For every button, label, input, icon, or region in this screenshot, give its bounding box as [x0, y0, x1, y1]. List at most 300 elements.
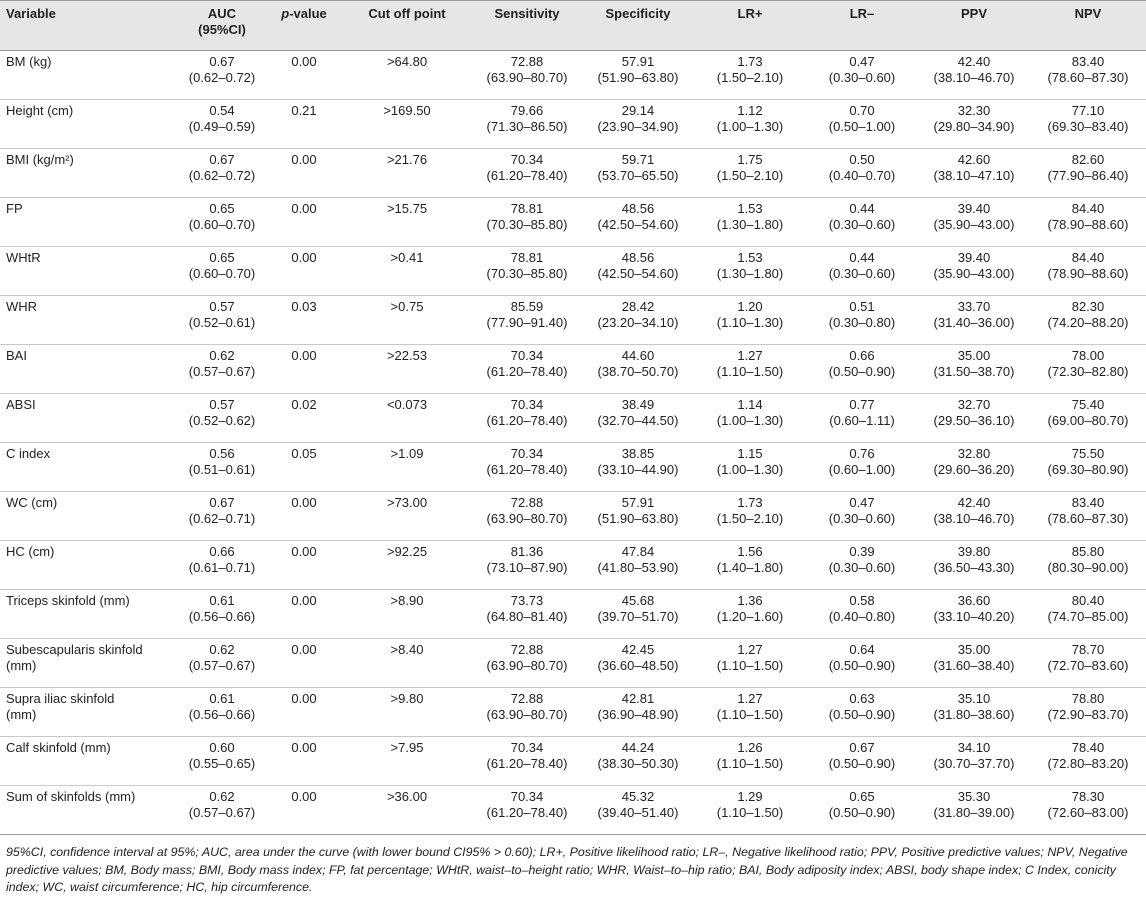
- cell-npv-line: (69.30–83.40): [1047, 119, 1129, 134]
- cell-lr-positive-line: (1.10–1.50): [716, 707, 784, 722]
- cell-npv-line: 82.60: [1071, 152, 1105, 167]
- cell-lr-negative-line: 0.77: [849, 397, 875, 412]
- cell-lr-positive: [694, 51, 806, 100]
- cell-ppv: [918, 688, 1030, 737]
- cell-npv-line: 78.40: [1071, 740, 1105, 755]
- cell-lr-negative-line: (0.30–0.60): [828, 266, 896, 281]
- cell-lr-negative-line: 0.44: [849, 250, 875, 265]
- cell-auc-line: 0.62: [209, 789, 235, 804]
- cell-lr-negative-line: 0.70: [849, 103, 875, 118]
- cell-auc-line: (0.52–0.62): [188, 413, 256, 428]
- cell-lr-positive-line: (1.50–2.10): [716, 511, 784, 526]
- cell-ppv-line: (31.80–39.00): [933, 805, 1015, 820]
- header-pvalue-rest: -value: [289, 6, 327, 21]
- cell-specificity-line: (36.60–48.50): [597, 658, 679, 673]
- cell-auc-line: (0.57–0.67): [188, 658, 256, 673]
- cell-auc: [178, 590, 266, 639]
- cell-sensitivity-line: (63.90–80.70): [486, 511, 568, 526]
- cell-auc-line: (0.60–0.70): [188, 266, 256, 281]
- cell-lr-positive-line: (1.30–1.80): [716, 217, 784, 232]
- cell-lr-negative: [806, 345, 918, 394]
- cell-specificity: [582, 688, 694, 737]
- cell-npv-line: (72.30–82.80): [1047, 364, 1129, 379]
- cell-ppv: [918, 443, 1030, 492]
- cell-ppv-line: (33.10–40.20): [933, 609, 1015, 624]
- cell-lr-negative-line: (0.30–0.60): [828, 560, 896, 575]
- cell-npv: [1030, 51, 1146, 100]
- cell-pvalue: 0.00: [266, 541, 342, 590]
- cell-specificity: [582, 247, 694, 296]
- cell-sensitivity: [472, 541, 582, 590]
- cell-variable-line: BM (kg): [6, 54, 52, 69]
- cell-auc: [178, 492, 266, 541]
- header-npv: NPV: [1030, 1, 1146, 51]
- cell-variable: [0, 247, 178, 296]
- cell-pvalue: 0.00: [266, 688, 342, 737]
- cell-cutoff: >169.50: [342, 100, 472, 149]
- cell-lr-negative: [806, 688, 918, 737]
- cell-lr-negative-line: 0.51: [849, 299, 875, 314]
- cell-variable-line: Sum of skinfolds (mm): [6, 789, 136, 804]
- cell-lr-negative-line: (0.50–0.90): [828, 364, 896, 379]
- cell-auc: [178, 688, 266, 737]
- cell-sensitivity-line: (61.20–78.40): [486, 413, 568, 428]
- cell-lr-positive: [694, 149, 806, 198]
- cell-auc-line: 0.62: [209, 348, 235, 363]
- cell-npv: [1030, 296, 1146, 345]
- cell-specificity: [582, 443, 694, 492]
- cell-specificity: [582, 786, 694, 835]
- cell-variable: [0, 394, 178, 443]
- cell-sensitivity-line: (61.20–78.40): [486, 756, 568, 771]
- cell-lr-positive: [694, 639, 806, 688]
- cell-cutoff: >15.75: [342, 198, 472, 247]
- cell-ppv-line: 32.70: [957, 397, 991, 412]
- cell-lr-negative-line: 0.66: [849, 348, 875, 363]
- cell-ppv-line: 32.80: [957, 446, 991, 461]
- cell-auc: [178, 737, 266, 786]
- cell-lr-negative: [806, 590, 918, 639]
- cell-variable-line: ABSI: [6, 397, 36, 412]
- cell-lr-negative-line: 0.47: [849, 54, 875, 69]
- cell-auc: [178, 247, 266, 296]
- cell-npv-line: (78.60–87.30): [1047, 70, 1129, 85]
- header-pvalue-italic: p: [281, 6, 290, 21]
- cell-sensitivity-line: 70.34: [510, 152, 544, 167]
- cell-auc: [178, 345, 266, 394]
- cell-specificity-line: (36.90–48.90): [597, 707, 679, 722]
- cell-lr-negative-line: (0.30–0.60): [828, 511, 896, 526]
- cell-npv: [1030, 737, 1146, 786]
- cell-specificity-line: 44.60: [621, 348, 655, 363]
- cell-npv-line: (78.90–88.60): [1047, 217, 1129, 232]
- table-row: [0, 394, 1146, 443]
- cell-variable: [0, 443, 178, 492]
- cell-variable: [0, 492, 178, 541]
- cell-sensitivity: [472, 51, 582, 100]
- cell-auc-line: (0.56–0.66): [188, 707, 256, 722]
- cell-lr-positive: [694, 394, 806, 443]
- cell-npv-line: 85.80: [1071, 544, 1105, 559]
- cell-cutoff: >92.25: [342, 541, 472, 590]
- cell-ppv: [918, 296, 1030, 345]
- cell-npv: [1030, 394, 1146, 443]
- cell-ppv-line: (29.50–36.10): [933, 413, 1015, 428]
- cell-lr-negative-line: 0.50: [849, 152, 875, 167]
- cell-ppv-line: (31.40–36.00): [933, 315, 1015, 330]
- cell-sensitivity: [472, 198, 582, 247]
- cell-specificity-line: 28.42: [621, 299, 655, 314]
- cell-auc: [178, 541, 266, 590]
- cell-ppv-line: (38.10–47.10): [933, 168, 1015, 183]
- cell-lr-negative-line: (0.60–1.00): [828, 462, 896, 477]
- table-row: [0, 688, 1146, 737]
- cell-ppv: [918, 590, 1030, 639]
- cell-sensitivity-line: 70.34: [510, 740, 544, 755]
- cell-variable: [0, 149, 178, 198]
- cell-lr-positive-line: (1.40–1.80): [716, 560, 784, 575]
- cell-auc: [178, 51, 266, 100]
- cell-ppv: [918, 345, 1030, 394]
- cell-lr-negative-line: 0.44: [849, 201, 875, 216]
- cell-cutoff: >0.75: [342, 296, 472, 345]
- cell-lr-negative-line: (0.40–0.80): [828, 609, 896, 624]
- cell-auc-line: (0.49–0.59): [188, 119, 256, 134]
- cell-pvalue: 0.00: [266, 198, 342, 247]
- cell-lr-positive: [694, 296, 806, 345]
- cell-sensitivity-line: (61.20–78.40): [486, 168, 568, 183]
- cell-npv-line: 84.40: [1071, 250, 1105, 265]
- cell-auc-line: 0.56: [209, 446, 235, 461]
- cell-npv-line: 78.30: [1071, 789, 1105, 804]
- cell-ppv: [918, 786, 1030, 835]
- cell-npv-line: 82.30: [1071, 299, 1105, 314]
- cell-variable: [0, 198, 178, 247]
- cell-sensitivity-line: 72.88: [510, 54, 544, 69]
- cell-sensitivity: [472, 492, 582, 541]
- cell-pvalue: 0.00: [266, 51, 342, 100]
- cell-lr-negative: [806, 247, 918, 296]
- cell-pvalue: 0.00: [266, 639, 342, 688]
- table-row: [0, 443, 1146, 492]
- cell-ppv: [918, 51, 1030, 100]
- cell-specificity-line: 57.91: [621, 495, 655, 510]
- cell-auc-line: 0.65: [209, 250, 235, 265]
- cell-ppv-line: 39.40: [957, 250, 991, 265]
- cell-specificity-line: 48.56: [621, 201, 655, 216]
- cell-npv-line: (74.70–85.00): [1047, 609, 1129, 624]
- cell-auc-line: 0.67: [209, 152, 235, 167]
- cell-sensitivity: [472, 100, 582, 149]
- table-body: [0, 51, 1146, 835]
- cell-ppv-line: (29.60–36.20): [933, 462, 1015, 477]
- cell-lr-negative-line: (0.50–0.90): [828, 805, 896, 820]
- cell-ppv: [918, 492, 1030, 541]
- cell-cutoff: >0.41: [342, 247, 472, 296]
- cell-auc-line: 0.65: [209, 201, 235, 216]
- cell-sensitivity-line: 85.59: [510, 299, 544, 314]
- cell-lr-positive-line: (1.50–2.10): [716, 168, 784, 183]
- cell-lr-positive-line: (1.10–1.50): [716, 756, 784, 771]
- cell-specificity-line: (42.50–54.60): [597, 217, 679, 232]
- cell-lr-negative-line: 0.64: [849, 642, 875, 657]
- cell-lr-positive: [694, 688, 806, 737]
- cell-lr-negative-line: (0.50–0.90): [828, 756, 896, 771]
- cell-lr-positive-line: 1.75: [737, 152, 763, 167]
- cell-pvalue: 0.00: [266, 492, 342, 541]
- table-row: [0, 639, 1146, 688]
- cell-sensitivity-line: (70.30–85.80): [486, 217, 568, 232]
- cell-cutoff: <0.073: [342, 394, 472, 443]
- cell-ppv-line: (35.90–43.00): [933, 217, 1015, 232]
- table-row: [0, 247, 1146, 296]
- cell-lr-positive-line: 1.29: [737, 789, 763, 804]
- header-auc: [178, 1, 266, 51]
- cell-npv-line: 75.50: [1071, 446, 1105, 461]
- cell-lr-negative: [806, 394, 918, 443]
- cell-lr-positive-line: (1.10–1.50): [716, 805, 784, 820]
- cell-sensitivity-line: 70.34: [510, 789, 544, 804]
- cell-sensitivity: [472, 296, 582, 345]
- cell-npv-line: 75.40: [1071, 397, 1105, 412]
- cell-sensitivity: [472, 639, 582, 688]
- table-row: [0, 541, 1146, 590]
- cell-sensitivity: [472, 737, 582, 786]
- cell-pvalue: 0.05: [266, 443, 342, 492]
- cell-ppv-line: 39.80: [957, 544, 991, 559]
- cell-auc-line: 0.60: [209, 740, 235, 755]
- cell-ppv-line: 42.60: [957, 152, 991, 167]
- cell-npv: [1030, 492, 1146, 541]
- cell-ppv-line: (29.80–34.90): [933, 119, 1015, 134]
- cell-npv: [1030, 786, 1146, 835]
- cell-npv: [1030, 639, 1146, 688]
- cell-ppv-line: 42.40: [957, 495, 991, 510]
- cell-lr-positive: [694, 737, 806, 786]
- cell-ppv-line: 32.30: [957, 103, 991, 118]
- cell-auc-line: (0.57–0.67): [188, 805, 256, 820]
- cell-specificity-line: 38.85: [621, 446, 655, 461]
- cell-lr-positive-line: 1.53: [737, 201, 763, 216]
- cell-specificity-line: 29.14: [621, 103, 655, 118]
- cell-lr-positive-line: (1.10–1.30): [716, 315, 784, 330]
- cell-cutoff: >73.00: [342, 492, 472, 541]
- cell-sensitivity-line: 72.88: [510, 495, 544, 510]
- cell-lr-negative: [806, 100, 918, 149]
- cell-cutoff: >21.76: [342, 149, 472, 198]
- header-lr-negative: LR–: [806, 1, 918, 51]
- cell-npv-line: (72.90–83.70): [1047, 707, 1129, 722]
- header-variable: Variable: [0, 1, 178, 51]
- cell-variable: [0, 688, 178, 737]
- cell-lr-positive: [694, 247, 806, 296]
- cell-npv-line: 78.00: [1071, 348, 1105, 363]
- cell-ppv-line: 33.70: [957, 299, 991, 314]
- cell-pvalue: 0.00: [266, 786, 342, 835]
- cell-specificity: [582, 296, 694, 345]
- cell-sensitivity: [472, 345, 582, 394]
- cell-specificity-line: (23.90–34.90): [597, 119, 679, 134]
- cell-specificity-line: (38.70–50.70): [597, 364, 679, 379]
- cell-auc-line: 0.62: [209, 642, 235, 657]
- cell-sensitivity-line: (73.10–87.90): [486, 560, 568, 575]
- cell-specificity-line: 45.32: [621, 789, 655, 804]
- cell-npv: [1030, 247, 1146, 296]
- cell-npv-line: (72.60–83.00): [1047, 805, 1129, 820]
- cell-lr-negative-line: (0.50–0.90): [828, 707, 896, 722]
- cell-variable: [0, 345, 178, 394]
- cell-specificity-line: 45.68: [621, 593, 655, 608]
- cell-auc-line: 0.66: [209, 544, 235, 559]
- cell-auc: [178, 443, 266, 492]
- cell-sensitivity-line: (63.90–80.70): [486, 658, 568, 673]
- cell-auc-line: (0.56–0.66): [188, 609, 256, 624]
- cell-ppv-line: (30.70–37.70): [933, 756, 1015, 771]
- header-lr-positive: LR+: [694, 1, 806, 51]
- cell-npv-line: 84.40: [1071, 201, 1105, 216]
- table-row: [0, 149, 1146, 198]
- cell-pvalue: 0.00: [266, 737, 342, 786]
- cell-lr-negative-line: 0.65: [849, 789, 875, 804]
- cell-npv-line: 83.40: [1071, 495, 1105, 510]
- cell-variable-line: C index: [6, 446, 51, 461]
- cell-sensitivity: [472, 590, 582, 639]
- cell-lr-positive-line: (1.10–1.50): [716, 658, 784, 673]
- cell-ppv: [918, 737, 1030, 786]
- cell-variable-line: Height (cm): [6, 103, 74, 118]
- cell-npv-line: (77.90–86.40): [1047, 168, 1129, 183]
- cell-cutoff: >9.80: [342, 688, 472, 737]
- cell-lr-positive-line: 1.56: [737, 544, 763, 559]
- cell-specificity-line: (53.70–65.50): [597, 168, 679, 183]
- cell-lr-negative-line: (0.50–1.00): [828, 119, 896, 134]
- cell-specificity: [582, 345, 694, 394]
- cell-specificity: [582, 394, 694, 443]
- cell-specificity-line: 57.91: [621, 54, 655, 69]
- cell-pvalue: 0.02: [266, 394, 342, 443]
- cell-ppv-line: (35.90–43.00): [933, 266, 1015, 281]
- cell-lr-negative-line: (0.60–1.11): [829, 413, 895, 428]
- cell-lr-negative: [806, 786, 918, 835]
- cell-lr-negative-line: 0.63: [849, 691, 875, 706]
- cell-auc: [178, 394, 266, 443]
- cell-sensitivity-line: 78.81: [510, 201, 544, 216]
- cell-lr-positive: [694, 100, 806, 149]
- cell-ppv: [918, 100, 1030, 149]
- cell-specificity: [582, 639, 694, 688]
- cell-cutoff: >64.80: [342, 51, 472, 100]
- cell-sensitivity-line: 73.73: [510, 593, 544, 608]
- cell-lr-positive-line: 1.27: [737, 642, 763, 657]
- cell-auc-line: (0.62–0.71): [188, 511, 256, 526]
- cell-pvalue: 0.00: [266, 345, 342, 394]
- cell-sensitivity: [472, 443, 582, 492]
- cell-npv-line: (69.30–80.90): [1047, 462, 1129, 477]
- cell-lr-negative: [806, 737, 918, 786]
- cell-lr-positive-line: (1.00–1.30): [716, 413, 784, 428]
- cell-lr-positive-line: (1.00–1.30): [716, 119, 784, 134]
- cell-sensitivity-line: (70.30–85.80): [486, 266, 568, 281]
- cell-lr-positive-line: 1.36: [737, 593, 763, 608]
- cell-ppv-line: 35.00: [957, 642, 991, 657]
- cell-npv-line: (78.90–88.60): [1047, 266, 1129, 281]
- cell-variable: [0, 100, 178, 149]
- table-row: [0, 492, 1146, 541]
- cell-npv-line: 83.40: [1071, 54, 1105, 69]
- header-ppv: PPV: [918, 1, 1030, 51]
- cell-variable-line: Triceps skinfold (mm): [6, 593, 130, 608]
- cell-sensitivity-line: (64.80–81.40): [486, 609, 568, 624]
- cell-npv-line: 80.40: [1071, 593, 1105, 608]
- cell-specificity: [582, 198, 694, 247]
- cell-auc-line: (0.62–0.72): [188, 168, 256, 183]
- cell-lr-negative: [806, 639, 918, 688]
- cell-ppv: [918, 198, 1030, 247]
- cell-lr-positive-line: 1.73: [737, 54, 763, 69]
- cell-pvalue: 0.00: [266, 149, 342, 198]
- cell-ppv: [918, 541, 1030, 590]
- cell-ppv-line: 35.30: [957, 789, 991, 804]
- cell-sensitivity-line: 72.88: [510, 642, 544, 657]
- cell-specificity-line: 59.71: [621, 152, 655, 167]
- cell-specificity-line: (32.70–44.50): [597, 413, 679, 428]
- cell-pvalue: 0.21: [266, 100, 342, 149]
- cell-variable-line: (mm): [6, 707, 37, 722]
- cell-variable-line: BAI: [6, 348, 27, 363]
- cell-cutoff: >1.09: [342, 443, 472, 492]
- cell-specificity-line: (39.40–51.40): [597, 805, 679, 820]
- cell-variable-line: FP: [6, 201, 23, 216]
- cell-lr-positive: [694, 590, 806, 639]
- cell-lr-negative: [806, 198, 918, 247]
- cell-variable-line: Subescapularis skinfold: [6, 642, 143, 657]
- cell-npv: [1030, 345, 1146, 394]
- cell-specificity-line: 42.45: [621, 642, 655, 657]
- cell-sensitivity-line: (77.90–91.40): [486, 315, 568, 330]
- cell-specificity: [582, 149, 694, 198]
- cell-lr-negative: [806, 492, 918, 541]
- cell-cutoff: >22.53: [342, 345, 472, 394]
- table-row: [0, 100, 1146, 149]
- cell-lr-negative-line: (0.30–0.60): [828, 217, 896, 232]
- cell-specificity-line: 38.49: [621, 397, 655, 412]
- table-row: [0, 590, 1146, 639]
- cell-cutoff: >7.95: [342, 737, 472, 786]
- cell-lr-positive-line: 1.26: [737, 740, 763, 755]
- cell-variable: [0, 51, 178, 100]
- cell-variable: [0, 786, 178, 835]
- cell-ppv-line: 35.10: [957, 691, 991, 706]
- cell-specificity: [582, 590, 694, 639]
- cell-pvalue: 0.00: [266, 247, 342, 296]
- table-row: [0, 51, 1146, 100]
- cell-auc-line: 0.67: [209, 495, 235, 510]
- cell-variable: [0, 590, 178, 639]
- cell-variable: [0, 737, 178, 786]
- cell-specificity: [582, 492, 694, 541]
- cell-lr-negative-line: 0.58: [849, 593, 875, 608]
- cell-sensitivity-line: 70.34: [510, 397, 544, 412]
- cell-variable-line: WHR: [6, 299, 38, 314]
- cell-lr-positive-line: 1.27: [737, 348, 763, 363]
- table-row: [0, 198, 1146, 247]
- cell-auc: [178, 639, 266, 688]
- cell-variable-line: HC (cm): [6, 544, 55, 559]
- cell-npv: [1030, 443, 1146, 492]
- cell-sensitivity-line: (61.20–78.40): [486, 364, 568, 379]
- cell-specificity-line: (33.10–44.90): [597, 462, 679, 477]
- cell-auc-line: (0.52–0.61): [188, 315, 256, 330]
